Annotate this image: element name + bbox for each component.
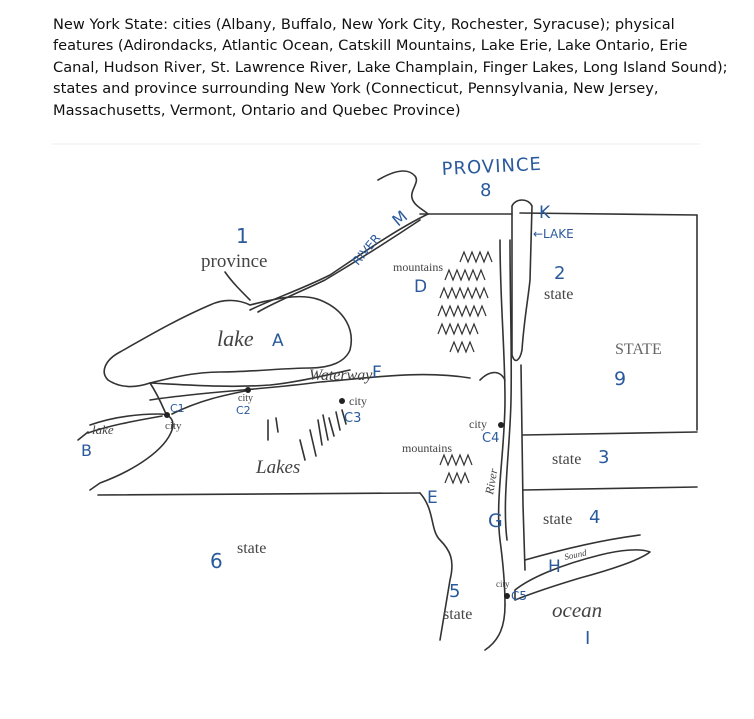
lake-champlain-outline <box>512 200 532 360</box>
mountain-zigzag <box>438 324 478 334</box>
state-4-number: 4 <box>589 507 601 528</box>
catskill-mountains <box>440 455 472 483</box>
lake-k-word: ←LAKE <box>533 227 574 241</box>
city-c1-word: city <box>165 420 182 432</box>
lakes-word: Lakes <box>256 457 301 478</box>
city-dot-c4 <box>498 422 504 428</box>
province-1-word: province <box>201 251 268 272</box>
hudson-river-line-2 <box>505 240 511 540</box>
river-m-word: RIVER <box>349 231 384 268</box>
lake-b-letter: B <box>81 441 92 460</box>
waterway-f-letter: F <box>372 363 382 383</box>
city-dot-c3 <box>339 398 345 404</box>
lake-b-word: lake <box>92 422 114 437</box>
mountains-d-letter: D <box>414 277 428 297</box>
mountains-d-word: mountains <box>393 260 443 274</box>
sound-h-letter: H <box>548 557 561 577</box>
finger-lake-line <box>276 418 278 432</box>
vermont-massachusetts-border <box>523 432 697 435</box>
sound-h-word: Sound <box>563 547 588 562</box>
quebec-border-line <box>378 171 428 214</box>
state-5-word: state <box>443 606 473 623</box>
state-3-number: 3 <box>598 447 610 468</box>
city-c4-label: C4 <box>482 431 500 446</box>
province-8-number: 8 <box>480 180 492 201</box>
lake-k-letter: K <box>539 203 551 223</box>
city-c2-label: C2 <box>236 404 251 417</box>
finger-lake-line <box>300 440 305 460</box>
mountains-e-word: mountains <box>402 441 452 455</box>
finger-lake-line <box>310 430 316 456</box>
city-c3-word: city <box>349 394 367 408</box>
new-jersey-coast <box>485 605 505 650</box>
finger-lake-line <box>329 418 334 436</box>
mohawk-valley-line <box>480 373 505 381</box>
city-c5-word: city <box>496 579 510 589</box>
mountain-zigzag <box>438 306 486 316</box>
instructions-text: New York State: cities (Albany, Buffalo, New York City, Rochester, Syracuse); physical features (Adirondacks, Atlantic Ocean, Catskill Mountains, Lake Erie, Lake Ontario, Erie Canal, Hudson River, St. Lawrence River, Lake Champlain, Finger Lakes, Long Island Sound); states and province surrounding New York (Connecticut, Pennsylvania, New Jersey, Massachusetts, Vermont, Ontario and Quebec Province) <box>53 16 728 119</box>
city-c5-label: C5 <box>511 589 528 603</box>
river-g-letter: G <box>488 510 503 532</box>
ontario-boundary-line <box>225 272 250 300</box>
river-g-word: River <box>482 467 501 496</box>
city-c1-label: C1 <box>170 402 185 415</box>
mountain-zigzag <box>460 252 492 262</box>
state-6-word: state <box>237 540 267 557</box>
mountain-zigzag <box>450 342 474 352</box>
mountain-zigzag <box>440 288 488 298</box>
ocean-i-letter: I <box>585 628 591 649</box>
state-4-word: state <box>543 511 573 528</box>
state-6-number: 6 <box>210 549 223 573</box>
province-8-word: PROVINCE <box>441 153 543 180</box>
state-2-word: state <box>544 286 574 303</box>
pennsylvania-north-border <box>98 493 420 495</box>
finger-lake-line <box>318 420 322 445</box>
city-c4-word: city <box>469 417 487 431</box>
city-c2-word: city <box>238 393 253 404</box>
finger-lake-line <box>336 412 340 430</box>
province-1-number: 1 <box>236 224 249 248</box>
city-c3-label: C3 <box>344 411 362 426</box>
state-9-number: 9 <box>614 368 627 390</box>
mountain-zigzag <box>445 473 469 483</box>
adirondack-mountains <box>438 252 492 352</box>
state-9-word: STATE <box>615 341 662 358</box>
massachusetts-connecticut-border <box>523 487 697 490</box>
state-3-word: state <box>552 451 582 468</box>
waterway-f-word: Waterway <box>309 367 373 384</box>
eastern-border-line <box>521 365 525 570</box>
state-2-number: 2 <box>554 263 566 284</box>
river-m-letter: M <box>388 206 412 231</box>
lake-a-letter: A <box>272 331 284 351</box>
ocean-i-word: ocean <box>552 598 603 622</box>
mountains-e-letter: E <box>427 488 438 508</box>
state-5-number: 5 <box>449 581 461 602</box>
city-dot-c5 <box>504 593 510 599</box>
lake-a-word: lake <box>217 326 254 351</box>
mountain-zigzag <box>440 455 472 465</box>
finger-lake-line <box>323 415 328 440</box>
lake-erie-west-edge <box>78 432 88 440</box>
mountain-zigzag <box>445 270 485 280</box>
